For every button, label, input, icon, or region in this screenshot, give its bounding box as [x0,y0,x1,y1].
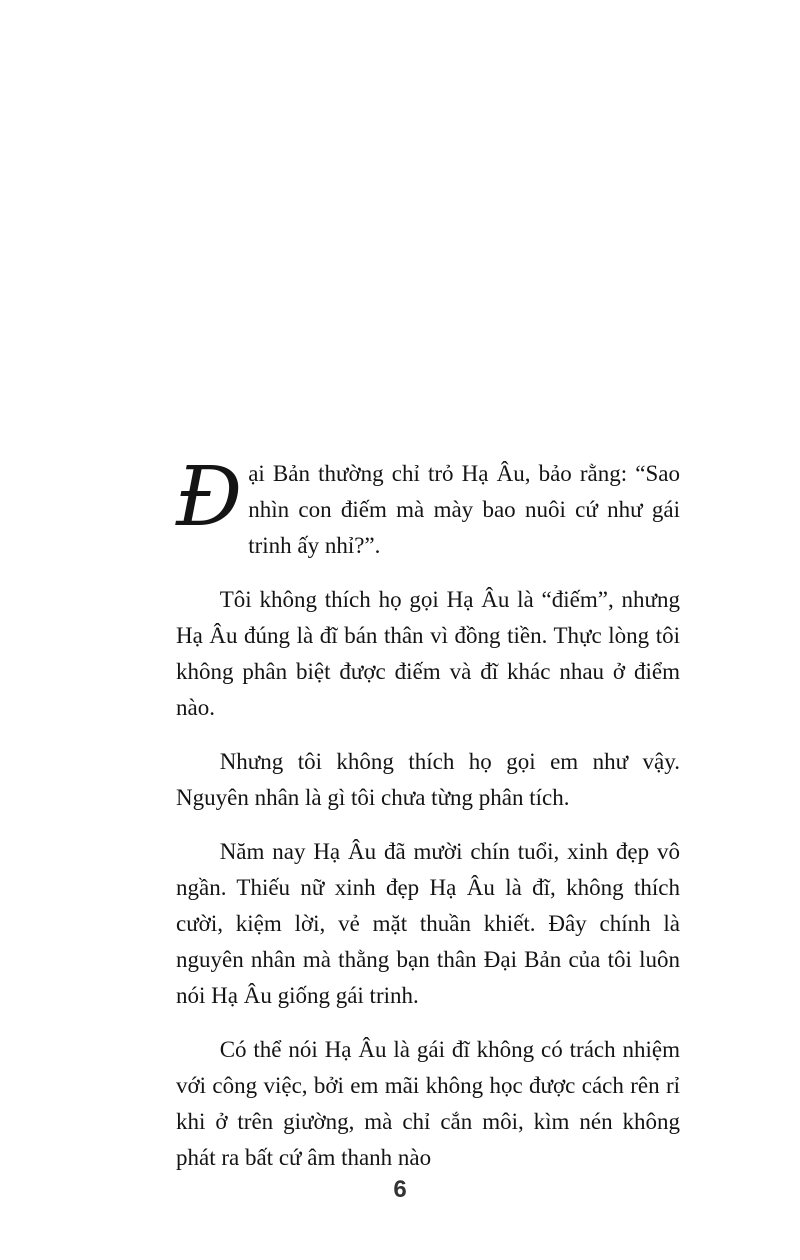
body-text [176,450,680,1194]
opening-text: ại Bản thường chỉ trỏ Hạ Âu, bảo rằng: “Sao nhìn con điếm mà mày bao nuôi cứ như gái trinh ấy nhỉ?”. [248,461,680,558]
paragraph-4: Có thể nói Hạ Âu là gái đĩ không có trách nhiệm với công việc, bởi em mãi không học được cách rên rỉ khi ở trên giường, mà chỉ cắn môi, kìm nén không phát ra bất cứ âm thanh nào [176,1037,680,1170]
drop-cap: Đ [176,450,243,545]
paragraph-1: Tôi không thích họ gọi Hạ Âu là “điếm”, nhưng Hạ Âu đúng là đĩ bán thân vì đồng tiền. Thực lòng tôi không phân biệt được điếm và đĩ khác nhau ở điểm nào. [176,587,680,720]
page-number: 6 [393,1176,407,1203]
paragraph-2: Nhưng tôi không thích họ gọi em như vậy. Nguyên nhân là gì tôi chưa từng phân tích. [176,749,680,810]
paragraph-3: Năm nay Hạ Âu đã mười chín tuổi, xinh đẹp vô ngần. Thiếu nữ xinh đẹp Hạ Âu là đĩ, không thích cười, kiệm lời, vẻ mặt thuần khiết. Đây chính là nguyên nhân mà thằng bạn thân Đại Bản của tôi luôn nói Hạ Âu giống gái trinh. [176,839,680,1008]
opening-paragraph [176,450,680,564]
